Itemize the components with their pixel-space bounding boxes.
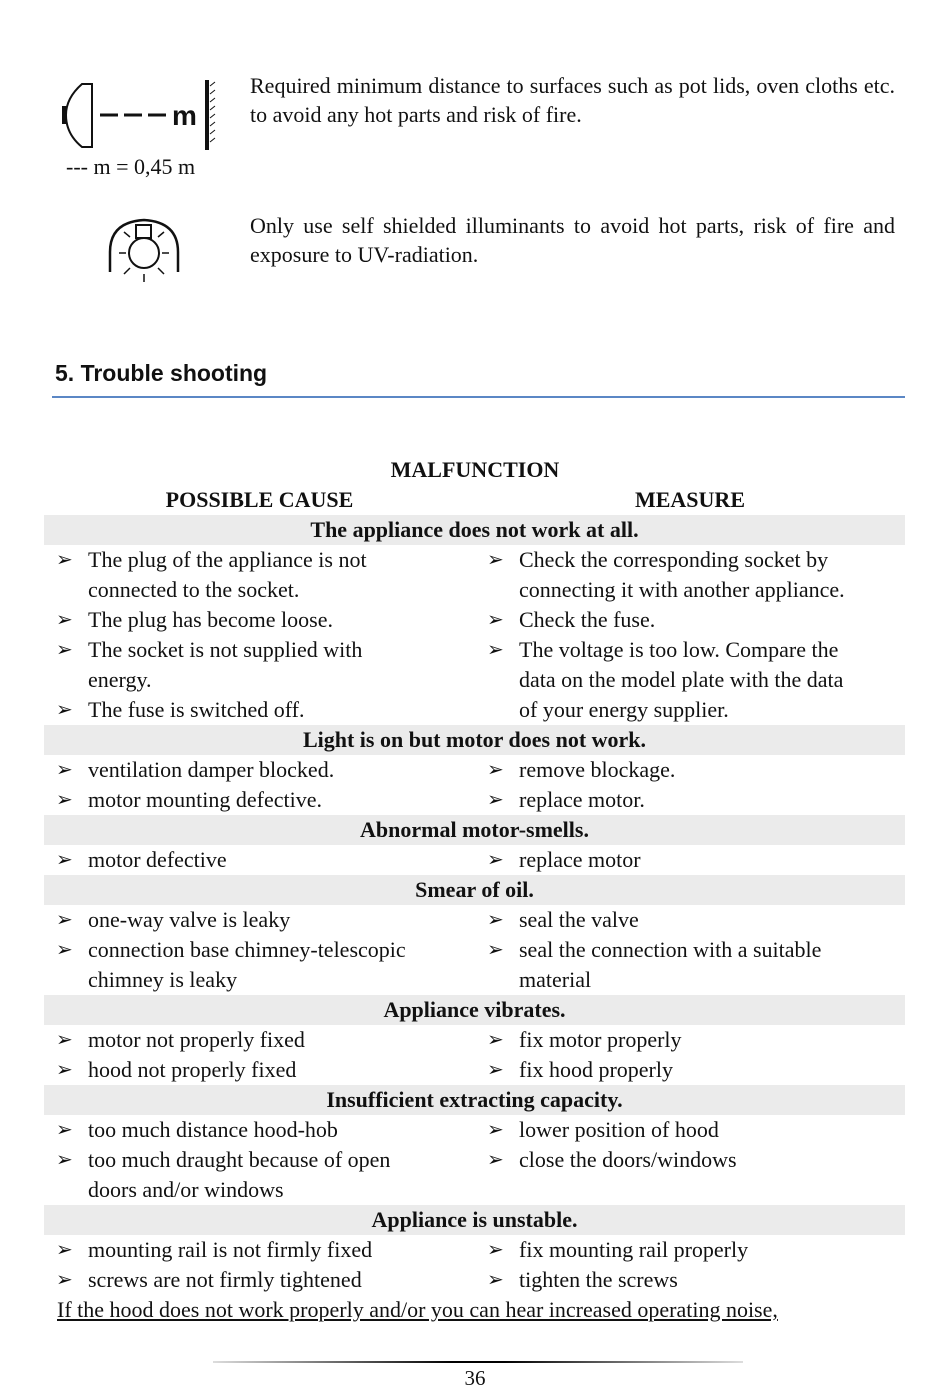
measures-column	[475, 1235, 905, 1295]
malfunction-title: Appliance is unstable.	[44, 1205, 905, 1235]
bullet-arrow-icon: ➢	[487, 1119, 504, 1141]
item-text: lower position of hood	[519, 1117, 719, 1142]
malfunction-title: Light is on but motor does not work.	[44, 725, 905, 755]
measure-item	[475, 755, 905, 785]
table-title: MALFUNCTION	[390, 457, 560, 482]
malfunction-rows	[44, 845, 905, 875]
bullet-arrow-icon: ➢	[487, 909, 504, 931]
distance-note: Required minimum distance to surfaces such as pot lids, oven cloths etc. to avoid any hot parts and risk of fire.	[250, 73, 895, 127]
cause-item	[44, 605, 475, 635]
cause-item	[44, 1145, 475, 1205]
item-text: Check the corresponding socket by	[519, 547, 829, 572]
malfunction-title: Smear of oil.	[44, 875, 905, 905]
measure-item	[475, 545, 905, 605]
bullet-arrow-icon: ➢	[56, 909, 73, 931]
item-text: motor mounting defective.	[88, 787, 322, 812]
bullet-arrow-icon: ➢	[487, 1269, 504, 1291]
measure-item	[475, 905, 905, 935]
bullet-arrow-icon: ➢	[487, 1239, 504, 1261]
item-text: tighten the screws	[519, 1267, 678, 1292]
item-text: of your energy supplier.	[519, 697, 729, 722]
causes-column	[44, 1115, 475, 1205]
item-text: motor not properly fixed	[88, 1027, 305, 1052]
item-text: The plug has become loose.	[88, 607, 333, 632]
page-number: 36	[464, 1366, 486, 1390]
section-heading: 5. Trouble shooting	[55, 360, 268, 386]
column-header-cause: POSSIBLE CAUSE	[165, 487, 354, 512]
measure-item	[475, 1265, 905, 1295]
cause-item	[44, 1265, 475, 1295]
item-text: mounting rail is not firmly fixed	[88, 1237, 373, 1262]
item-text: replace motor	[519, 847, 641, 872]
item-text: connected to the socket.	[88, 577, 300, 602]
item-text: screws are not firmly tightened	[88, 1267, 362, 1292]
item-text: too much distance hood-hob	[88, 1117, 338, 1142]
measure-item	[475, 635, 905, 725]
malfunction-title: Appliance vibrates.	[44, 995, 905, 1025]
item-text: motor defective	[88, 847, 227, 872]
measure-item	[475, 1115, 905, 1145]
bullet-arrow-icon: ➢	[56, 789, 73, 811]
item-text: material	[519, 967, 592, 992]
item-text: The fuse is switched off.	[88, 697, 305, 722]
item-text: one-way valve is leaky	[88, 907, 291, 932]
item-text: The plug of the appliance is not	[88, 547, 367, 572]
cause-item	[44, 1235, 475, 1265]
item-text: Check the fuse.	[519, 607, 656, 632]
bullet-arrow-icon: ➢	[487, 1059, 504, 1081]
item-text: seal the valve	[519, 907, 639, 932]
measures-column	[475, 845, 905, 875]
cause-item	[44, 1055, 475, 1085]
cause-item	[44, 905, 475, 935]
item-text: fix mounting rail properly	[519, 1237, 749, 1262]
measures-column	[475, 545, 905, 725]
causes-column	[44, 755, 475, 815]
cause-item	[44, 695, 475, 725]
measure-item	[475, 1025, 905, 1055]
item-text: replace motor.	[519, 787, 645, 812]
malfunction-rows	[44, 755, 905, 815]
footer-note: If the hood does not work properly and/or you can hear increased operating noise,	[57, 1297, 778, 1322]
item-text: connecting it with another appliance.	[519, 577, 845, 602]
bullet-arrow-icon: ➢	[487, 609, 504, 631]
cause-item	[44, 935, 475, 995]
malfunction-rows	[44, 1235, 905, 1295]
bullet-arrow-icon: ➢	[487, 549, 504, 571]
bullet-arrow-icon: ➢	[56, 849, 73, 871]
bullet-arrow-icon: ➢	[56, 1059, 73, 1081]
bullet-arrow-icon: ➢	[487, 639, 504, 661]
bullet-arrow-icon: ➢	[487, 939, 504, 961]
item-text: fix hood properly	[519, 1057, 673, 1082]
malfunction-title: Abnormal motor-smells.	[44, 815, 905, 845]
item-text: The socket is not supplied with	[88, 637, 363, 662]
cause-item	[44, 1115, 475, 1145]
cause-item	[44, 785, 475, 815]
measures-column	[475, 905, 905, 995]
item-text: data on the model plate with the data	[519, 667, 844, 692]
measure-item	[475, 1055, 905, 1085]
bullet-arrow-icon: ➢	[487, 1149, 504, 1171]
item-text: close the doors/windows	[519, 1147, 737, 1172]
bullet-arrow-icon: ➢	[56, 1149, 73, 1171]
malfunction-title: Insufficient extracting capacity.	[44, 1085, 905, 1115]
malfunction-rows	[44, 545, 905, 725]
causes-column	[44, 905, 475, 995]
item-text: ventilation damper blocked.	[88, 757, 335, 782]
item-text: hood not properly fixed	[88, 1057, 297, 1082]
bullet-arrow-icon: ➢	[487, 759, 504, 781]
measures-column	[475, 1115, 905, 1205]
distance-hood-icon	[60, 78, 220, 159]
causes-column	[44, 845, 475, 875]
heading-rule	[52, 396, 905, 398]
cause-item	[44, 755, 475, 785]
footer-rule	[213, 1361, 743, 1363]
malfunction-rows	[44, 905, 905, 995]
bullet-arrow-icon: ➢	[56, 609, 73, 631]
bullet-arrow-icon: ➢	[487, 789, 504, 811]
malfunction-rows	[44, 1115, 905, 1205]
causes-column	[44, 545, 475, 725]
shielded-illuminant-icon	[106, 216, 182, 290]
measure-item	[475, 1145, 905, 1175]
troubleshooting-table	[44, 515, 905, 1295]
bullet-arrow-icon: ➢	[56, 549, 73, 571]
item-text: fix motor properly	[519, 1027, 682, 1052]
item-text: The voltage is too low. Compare the	[519, 637, 839, 662]
illuminant-note: Only use self shielded illuminants to avoid hot parts, risk of fire and exposure to UV-radiation.	[250, 213, 895, 267]
bullet-arrow-icon: ➢	[56, 639, 73, 661]
bullet-arrow-icon: ➢	[56, 759, 73, 781]
cause-item	[44, 1025, 475, 1055]
cause-item	[44, 635, 475, 695]
malfunction-rows	[44, 1025, 905, 1085]
item-text: energy.	[88, 667, 152, 692]
bullet-arrow-icon: ➢	[487, 849, 504, 871]
item-text: doors and/or windows	[88, 1177, 284, 1202]
bullet-arrow-icon: ➢	[56, 1119, 73, 1141]
bullet-arrow-icon: ➢	[56, 1269, 73, 1291]
item-text: chimney is leaky	[88, 967, 238, 992]
item-text: remove blockage.	[519, 757, 676, 782]
cause-item	[44, 845, 475, 875]
malfunction-title: The appliance does not work at all.	[44, 515, 905, 545]
item-text: connection base chimney-telescopic	[88, 937, 406, 962]
item-text: too much draught because of open	[88, 1147, 391, 1172]
measure-item	[475, 845, 905, 875]
bullet-arrow-icon: ➢	[56, 939, 73, 961]
cause-item	[44, 545, 475, 605]
measure-item	[475, 935, 905, 995]
measure-item	[475, 605, 905, 635]
measures-column	[475, 755, 905, 815]
measure-item	[475, 785, 905, 815]
item-text: seal the connection with a suitable	[519, 937, 822, 962]
svg-text:m: m	[172, 100, 197, 131]
bullet-arrow-icon: ➢	[56, 1239, 73, 1261]
distance-caption: --- m = 0,45 m	[66, 154, 196, 179]
bullet-arrow-icon: ➢	[56, 699, 73, 721]
bullet-arrow-icon: ➢	[56, 1029, 73, 1051]
measure-item	[475, 1235, 905, 1265]
causes-column	[44, 1235, 475, 1295]
bullet-arrow-icon: ➢	[487, 1029, 504, 1051]
causes-column	[44, 1025, 475, 1085]
column-header-measure: MEASURE	[634, 487, 745, 512]
measures-column	[475, 1025, 905, 1085]
